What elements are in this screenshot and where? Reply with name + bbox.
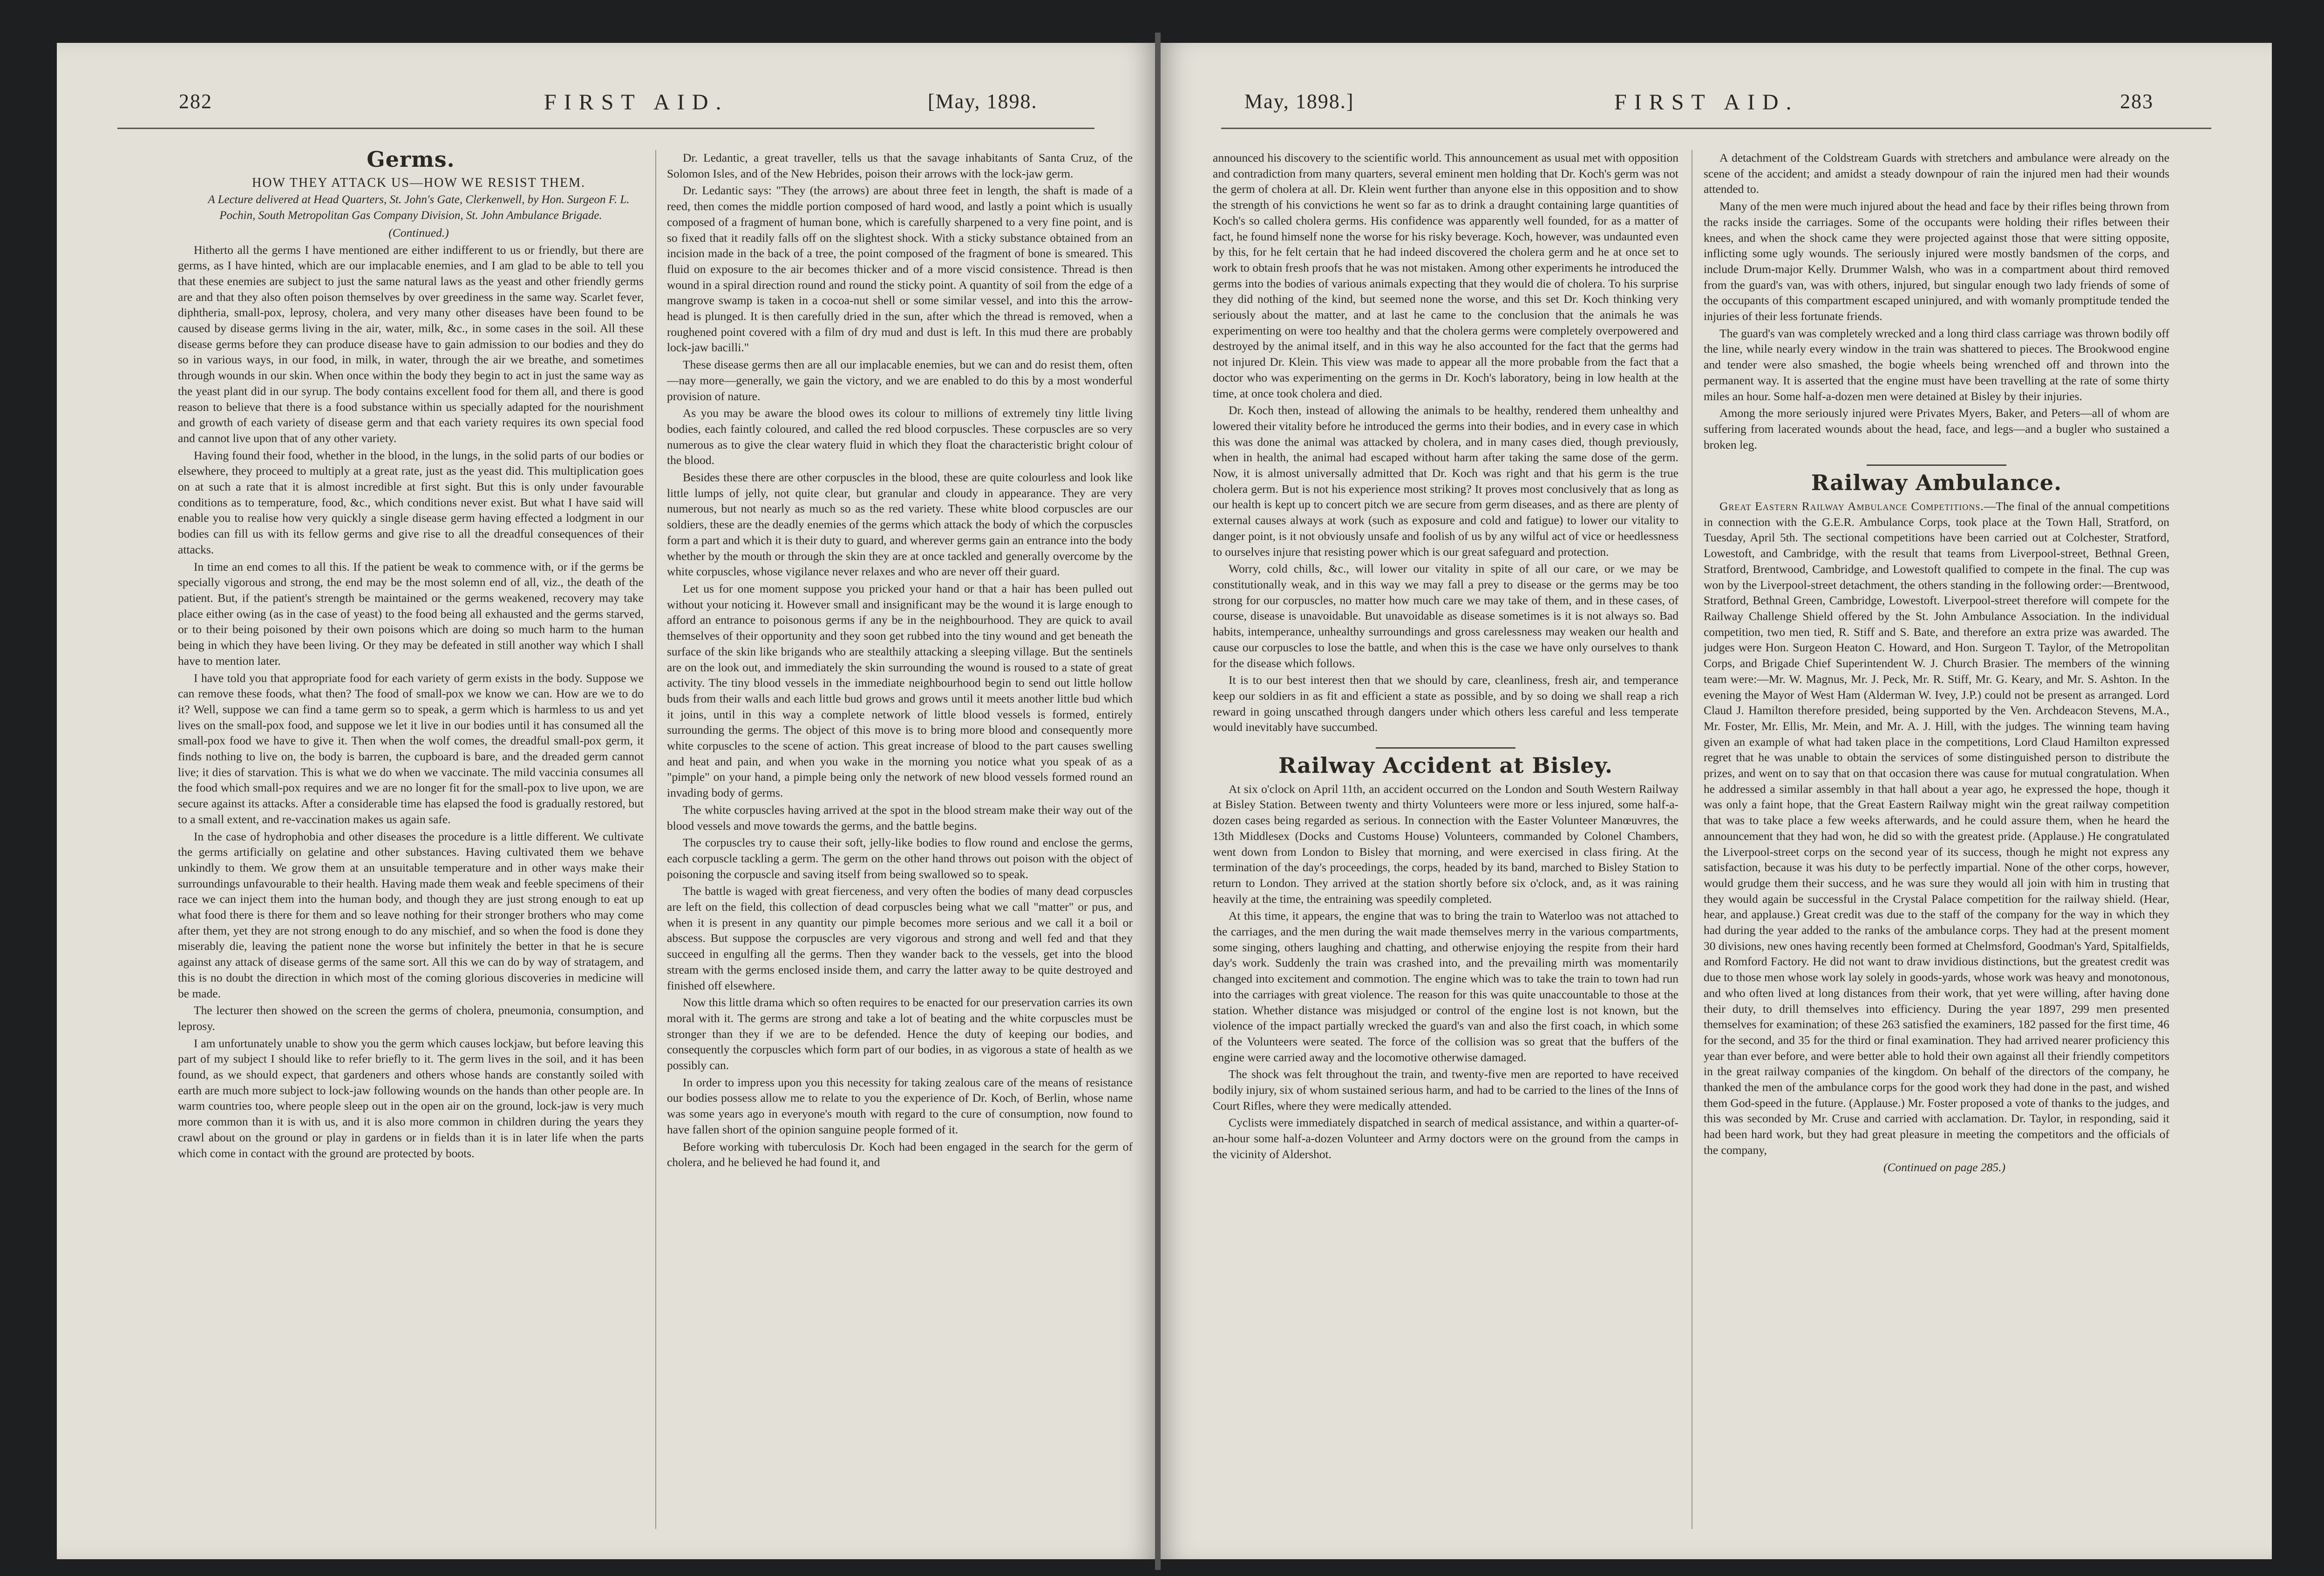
left-page: [57, 43, 1155, 1559]
accident-heading: Railway Accident at Bisley.: [1278, 753, 1613, 778]
right-column-1: [1213, 150, 1678, 1164]
paragraph: Having found their food, whether in the blood, in the lungs, in the solid parts of our bodies or elsewhere, they proceed to multiply at a great rate, just as the yeast did. This multiplication goes on at such a rate that it is almost incredible at first sight. But this is only under favourable conditions as to temperature, food, &c., which conditions never exist. But what I have said will enable you to realise how very quickly a single disease germ having effected a lodgment in our bodies can fill us with its fellow germs and give rise to all the dreadful consequences of their attacks.: [178, 448, 644, 556]
article-subheading: HOW THEY ATTACK US—HOW WE RESIST THEM.: [252, 175, 585, 190]
paragraph: It is to our best interest then that we should by care, cleanliness, fresh air, and temperance keep our soldiers in as fit and efficient a state as possible, and by so doing we shall reap a rich reward in going unscathed through dangers under which others less careful and less temperate would inevitably have succumbed.: [1213, 673, 1678, 734]
header-rule: [1221, 128, 2211, 129]
paragraph: I am unfortunately unable to show you the germ which causes lockjaw, but before leaving this part of my subject I should like to refer briefly to it. The germ lives in the soil, and it has been found, as we should expect, that gardeners and others whose hands are constantly soiled with earth are much more subject to lock-jaw following wounds on the hands than other people are. In warm countries too, where people sleep out in the open air on the ground, lock-jaw is very much more common than it is with us, and it is also more common in children during the years they crawl about on the ground or play in gardens or in fields than it is in later life when the parts which come in contact with the ground are protected by boots.: [178, 1036, 644, 1160]
ambulance-heading: Railway Ambulance.: [1811, 470, 2062, 496]
paragraph: At this time, it appears, the engine that was to bring the train to Waterloo was not attached to the carriages, and the men during the wait made themselves merry in the various compartments, some singing, others laughing and chatting, and otherwise enjoying the respite from their hard day's work. Suddenly the train was crashed into, and the prevailing mirth was momentarily changed into excitement and commotion. The engine which was to take the train to town had run into the carriages with great violence. The reason for this was quite unaccountable to those at the station. Whether distance was misjudged or control of the engine lost is not known, but the violence of the impact partially wrecked the guard's van and also the first coach, in which some of the Volunteers were seated. The force of the collision was so great that the buffers of the engine were carried away and the locomotive otherwise damaged.: [1213, 909, 1678, 1064]
paragraph: Many of the men were much injured about the head and face by their rifles being thrown from the racks inside the carriages. Some of the occupants were holding their rifles between their knees, and when the shock came they were projected against those that were sitting opposite, inflicting some ugly wounds. The seriously injured were mostly bandsmen of the corps, and include Drum-major Kelly. Drummer Walsh, who was in a compartment about third removed from the guard's van, was with others, injured, but singular enough two lady friends of some of the occupants of this compartment escaped uninjured, and with womanly promptitude tended the injuries of their less fortunate friends.: [1704, 199, 2169, 323]
left-column-1: [178, 150, 644, 1162]
paragraph: Before working with tuberculosis Dr. Koch had been engaged in the search for the germ of cholera, and he believed he had found it, and: [667, 1139, 1133, 1169]
paragraph: The lecturer then showed on the screen the germs of cholera, pneumonia, consumption, and leprosy.: [178, 1003, 644, 1033]
paragraph: In time an end comes to all this. If the patient be weak to commence with, or if the germs be specially vigorous and strong, the end may be the most solemn end of all, viz., the death of the patient. But, if the patient's strength be maintained or the germs weakened, recovery may take place either owing (as in the case of yeast) to the food being all exhausted and the germs starved, or to their being poisoned by their own poisons which are doing so much harm to the human being in which they have been living. Or they may be defeated in still another way which I shall have to mention later.: [178, 559, 644, 668]
section-separator: [1867, 464, 2006, 466]
page-header: [1161, 89, 2272, 131]
paragraph: In order to impress upon you this necessity for taking zealous care of the means of resistance our bodies possess allow me to relate to you the experience of Dr. Koch, of Berlin, whose name was some years ago in everyone's mouth with regard to the cure of consumption, now found to have fallen short of the opinion sanguine people formed of it.: [667, 1075, 1133, 1136]
continued-note: (Continued on page 285.): [1883, 1160, 2006, 1174]
paragraph: Dr. Ledantic, a great traveller, tells us that the savage inhabitants of Santa Cruz, of the Solomon Isles, and of the New Hebrides, poison their arrows with the lock-jaw germ.: [667, 151, 1133, 180]
continued-note: (Continued.): [388, 225, 449, 239]
page-number: 282: [179, 90, 212, 113]
paragraph: In the case of hydrophobia and other diseases the procedure is a little different. We cultivate the germs artificially on gelatine and other substances. Having cultivated them we behave unkindly to them. We grow them at an unsuitable temperature and in other ways make their surroundings unfavourable to their health. Having made them weak and feeble specimens of their race we can inject them into the human body, and though they are just strong enough to eat up what food there is there for them and so leave nothing for their stronger brothers who may come after them, yet they are not strong enough to do any mischief, and so when the food is done they miserably die, leaving the patient none the worse but infinitely the better in that he is secure against any attack of disease germs of the same sort. All this we can do by way of stratagem, and this is no doubt the direction in which most of the coming glorious discoveries in medicine will be made.: [178, 829, 644, 1000]
paragraph: Cyclists were immediately dispatched in search of medical assistance, and within a quarter-of-an-hour some half-a-dozen Volunteer and Army doctors were on the ground from the camps in the vicinity of Aldershot.: [1213, 1116, 1678, 1161]
right-page: [1161, 43, 2272, 1559]
page-header: [57, 89, 1155, 131]
paragraph: The corpuscles try to cause their soft, jelly-like bodies to flow round and enclose the germs, each corpuscle tackling a germ. The germ on the other hand throws out poison with the object of poisoning the corpuscle and saving itself from being swallowed so to speak.: [667, 836, 1133, 881]
paragraph: The shock was felt throughout the train, and twenty-five men are reported to have received bodily injury, six of whom sustained serious harm, and had to be carried to the lines of the Inns of Court Rifles, where they were medically attended.: [1213, 1067, 1678, 1112]
running-title: FIRST AID.: [1614, 90, 1799, 115]
article-byline: A Lecture delivered at Head Quarters, St. John's Gate, Clerkenwell, by Hon. Surgeon F. L. Pochin, South Metropolitan Gas Company Division, St. John Ambulance Brigade.: [208, 193, 630, 222]
paragraph: Worry, cold chills, &c., will lower our vitality in spite of all our care, or we may be constitutionally weak, and in this way we may fall a prey to disease or the germs may be too strong for our corpuscles, no matter how much care we may take of them, and in these cases, of course, disease is unavoidable. But unavoidable as disease sometimes is it is not always so. Bad habits, intemperance, unhealthy surroundings and gross carelessness may weaken our health and cause our corpuscles to lose the battle, and when this is the case we have only ourselves to thank for the disease which follows.: [1213, 562, 1678, 670]
paragraph: The battle is waged with great fierceness, and very often the bodies of many dead corpuscles are left on the field, this collection of dead corpuscles being what we call "matter" or pus, and when it is present in any quantity our pimple becomes more serious and we call it a boil or abscess. But suppose the corpuscles are very vigorous and strong and well fed and that they succeed in engulfing all the germs. Then they wander back to the vessels, get into the blood stream with the germs enclosed inside them, and carry the latter away to be quite destroyed and finished off elsewhere.: [667, 884, 1133, 992]
paragraph: These disease germs then are all our implacable enemies, but we can and do resist them, often—nay more—generally, we gain the victory, and we are enabled to do this by a most wonderful provision of nature.: [667, 358, 1133, 403]
paragraph: Now this little drama which so often requires to be enacted for our preservation carries its own moral with it. The germs are strong and take a lot of beating and the white corpuscles must be stronger than they if we are to be defended. Hence the duty of keeping our bodies, and consequently the corpuscles which form part of our bodies, in as vigorous a state of health as we possibly can.: [667, 996, 1133, 1072]
paragraph: Among the more seriously injured were Privates Myers, Baker, and Peters—all of whom are suffering from lacerated wounds about the head, face, and legs—and a bugler who sustained a broken leg.: [1704, 406, 2169, 451]
issue-date: [May, 1898.: [928, 90, 1038, 113]
paragraph: Dr. Ledantic says: "They (the arrows) are about three feet in length, the shaft is made of a reed, then comes the middle portion composed of hard wood, and lastly a point which is usually composed of a fragment of human bone, which is carefully sharpened to a very fine point, and is so fixed that it readily falls off on the slightest shock. With a sticky substance obtained from an incision made in the back of a tree, the point composed of the fragment of bone is smeared. This fluid on exposure to the air becomes thicker and of a more viscid consistence. Thread is then wound in a spiral direction round and round the sticky point. A quantity of soil from the edge of a mangrove swamp is taken in a cocoa-nut shell or some similar vessel, and into this the arrow-head is plunged. It is then carefully dried in the sun, after which the thread is removed, when a roughened point covered with a film of dry mud and dust is left. In this mud there are probably lock-jaw bacilli.": [667, 184, 1133, 355]
paragraph: Besides these there are other corpuscles in the blood, these are quite colourless and look like little lumps of jelly, not quite clear, but granular and cloudy in appearance. They are very numerous, but not nearly as much so as the red variety. These white blood corpuscles are our soldiers, these are the deadly enemies of the germs which attack the body of which the corpuscles form a part and which it is their duty to guard, and wherever germs gain an entrance into the body whether by the mouth or through the skin they are at once tackled and generally overcome by the white corpuscles, whose vigilance never relaxes and who are never off their guard.: [667, 471, 1133, 579]
paragraph: A detachment of the Coldstream Guards with stretchers and ambulance were already on the scene of the accident; and amidst a steady downpour of rain the injured men had their wounds attended to.: [1704, 151, 2169, 196]
paragraph: Dr. Koch then, instead of allowing the animals to be healthy, rendered them unhealthy and lowered their vitality before he introduced the germs into their bodies, and in every case in which this was done the animal was attacked by cholera, and in many cases died, though previously, when in health, the animal had escaped without harm after taking the same dose of the germ. Now, it is almost universally admitted that Dr. Koch was right and that his germ is the true cholera germ. But is not his experience most striking? It proves most conclusively that as long as our health is kept up to concert pitch we are secure from germ diseases, and as there are plenty of external causes always at work (such as exposure and cold and fatigue) to lower our vitality to danger point, is it not obviously unsafe and foolish of us by any wilful act of vice or heedlessness to ourselves injure that resisting power which is our great safeguard and protection.: [1213, 403, 1678, 559]
paragraph: Hitherto all the germs I have mentioned are either indifferent to us or friendly, but there are germs, as I have hinted, which are our implacable enemies, and I am glad to be able to tell you that these enemies are subject to just the same natural laws as the yeast and other friendly germs are and that they also often poison themselves by over greediness in the same way. Scarlet fever, diphtheria, small-pox, leprosy, cholera, and very many other diseases have been found to be caused by disease germs living in the air, water, milk, &c., in some cases in the soil. All these disease germs before they can produce disease have to gain admission to our bodies and they do so in various ways, in our food, in milk, in water, through the air we breathe, and sometimes through wounds in our skin. When once within the body they begin to act in just the same way as the yeast plant did in our syrup. The body contains excellent food for them all, and there is good reason to believe that there is a food substance within us specially adapted for the nourishment and growth of each variety of disease germ and that each variety requires its own special food and cannot live upon that of any other variety.: [178, 243, 644, 445]
lead-smallcaps: Great Eastern Railway Ambulance Competitions.: [1719, 499, 1984, 513]
page-number: 283: [2120, 90, 2154, 113]
paragraph: As you may be aware the blood owes its colour to millions of extremely tiny little living bodies, each faintly coloured, and called the red blood corpuscles. These corpuscles are so very numerous as to give the clear watery fluid in which they float the characteristic bright colour of the blood.: [667, 406, 1133, 467]
issue-date: May, 1898.]: [1244, 90, 1354, 113]
column-divider: [655, 150, 656, 1529]
right-column-2: [1704, 150, 2169, 1176]
header-rule: [117, 128, 1094, 129]
paragraph: The white corpuscles having arrived at the spot in the blood stream make their way out of the blood vessels and move towards the germs, and the battle begins.: [667, 803, 1133, 832]
article-heading: Germs.: [367, 150, 455, 172]
paragraph-body: —The final of the annual competitions in connection with the G.E.R. Ambulance Corps, took place at the Town Hall, Stratford, on Tuesday, April 5th. The sectional competitions have been carried out at Colchester, Stratford, Lowestoft, and Cambridge, with the result that teams from Liverpool-street, Bethnal Green, Stratford, Brentwood, Cambridge, and Lowestoft qualified to compete in the final. The cup was won by the Liverpool-street detachment, the others standing in the following order:—Brentwood, Stratford, Bethnal Green, Cambridge, Lowestoft. Liverpool-street therefore will compete for the Railway Challenge Shield offered by the St. John Ambulance Association. In the individual competition, two men tied, R. Stiff and S. Bate, and therefore an extra prize was awarded. The judges were Hon. Surgeon Heaton C. Howard, and Hon. Surgeon T. Taylor, of the Metropolitan Corps, and Brigade Chief Superintendent W. J. Church Brasier. The members of the winning team were:—Mr. W. Magnus, Mr. J. Peck, Mr. R. Stiff, Mr. G. Keary, and Mr. S. Ashton. In the evening the Mayor of West Ham (Alderman W. Ivey, J.P.) could not be present as arranged. Lord Claud J. Hamilton therefore presided, being supported by the Ven. Archdeacon Stevens, M.A., Mr. Foster, Mr. Ellis, Mr. Mein, and Mr. A. J. Hill, with the judges. The winning team having given an example of what had taken place in the competitions, Lord Claud Hamilton expressed regret that he was unable to obtain the services of some distinguished person to distribute the prizes, and went on to say that on that occasion there was cause for mutual congratulation. When he addressed a similar assembly in that hall about a year ago, he expressed the hope, though it was only a faint hope, that the Great Eastern Railway might win the great railway competition that was to take place a few weeks afterwards, and he could assure them, when he heard the announcement that they had won, he did so with the greatest pride. (Applause.) He congratulated the Liverpool-street corps on the second year of its success, though he might not express any satisfaction, because it was his duty to be perfectly impartial. None of the other corps, however, would grudge them their success, and he was sure they would all join with him in trusting that they would again be successful in the Crystal Palace competition for the railway shield. (Hear, hear, and applause.) Great credit was due to the staff of the company for the way in which they had during the year added to the ranks of the ambulance corps. They had at the present moment 30 divisions, new ones having recently been formed at Chelmsford, Goodman's Yard, Spitalfields, and Romford Factory. He did not want to draw invidious distinctions, but the greatest credit was due to those men whose work lay solely in goods-yards, whose work was heavy and monotonous, and who often lived at long distances from their work, that yet were willing, after having done their duty, to drill themselves into efficiency. During the year 1897, 299 men presented themselves for examination; of these 263 satisfied the examiners, 182 passed for the first time, 46 for the second, and 35 for the third or final examination. They had arrived nearer proficiency this year than ever before, and were better able to hold their own against all their friendly competitors in the great railway companies of the kingdom. On behalf of the directors of the company, he thanked the men of the ambulance corps for the good work they had done in the past, and wished them God-speed in the future. (Applause.) Mr. Foster proposed a vote of thanks to the judges, and this was seconded by Mr. Cruse and carried with acclamation. Dr. Taylor, in responding, said it had been hard work, but they had great pleasure in meeting the competitors and the officials of the company,: [1704, 499, 2169, 1157]
paragraph: Let us for one moment suppose you pricked your hand or that a hair has been pulled out without your noticing it. However small and insignificant may be the wound it is large enough to afford an entrance to poisonous germs if any be in the neighbourhood. They are quick to avail themselves of their opportunity and they soon get rubbed into the tiny wound and get beneath the surface of the skin like brigands who are stealthily attacking a sleeping village. But the sentinels are on the look out, and immediately the skin surrounding the wound is roused to a state of great activity. The tiny blood vessels in the immediate neighbourhood begin to send out little hollow buds from their walls and each little bud grows and grows until it meets another little bud which it joins, until in this way a complete network of little blood vessels is formed, entirely surrounding the germs. The object of this move is to bring more blood and consequently more white corpuscles to the scene of action. This great increase of blood to the part causes swelling and heat and pain, and when you wake in the morning you notice what you speak of as a "pimple" on your hand, a pimple being only the network of new blood vessels formed round an invading body of germs.: [667, 581, 1133, 800]
section-separator: [1376, 747, 1515, 749]
left-column-2: [667, 150, 1133, 1172]
paragraph: The guard's van was completely wrecked and a long third class carriage was thrown bodily off the line, while nearly every window in the train was shattered to pieces. The Brookwood engine and tender were also smashed, the bogie wheels being wrenched off and thrown into the permanent way. It is asserted that the engine must have been travelling at the rate of some thirty miles an hour. Some half-a-dozen men were detained at Bisley by their injuries.: [1704, 326, 2169, 403]
running-title: FIRST AID.: [544, 90, 729, 115]
paragraph: [1704, 498, 2169, 1158]
paragraph: At six o'clock on April 11th, an accident occurred on the London and South Western Railway at Bisley Station. Between twenty and thirty Volunteers were more or less injured, some half-a-dozen cases being regarded as serious. In connection with the Easter Volunteer Manœuvres, the 13th Middlesex (Docks and Customs House) Volunteers, commanded by Colonel Chambers, went down from London to Bisley that morning, and were exercised in class firing. At the termination of the day's proceedings, the corps, headed by its band, marched to Bisley Station to return to London. They arrived at the station shortly before six o'clock, and, as it was raining heavily at the time, the entraining was speedily completed.: [1213, 782, 1678, 906]
paragraph: announced his discovery to the scientific world. This announcement as usual met with opposition and contradiction from many quarters, several eminent men holding that Dr. Koch's germ was not the germ of cholera at all. Dr. Klein went further than anyone else in this opposition and to show the strength of his convictions he went so far as to drink a draught containing large quantities of Koch's so called cholera germs. His confidence was apparently well founded, for as a matter of fact, he found himself none the worse for his risky beverage. Koch, however, was undaunted even by this, for he felt certain that he had indeed discovered the cholera germ and he at once set to work to obtain fresh proofs that he was not mistaken. Among other experiments he introduced the germs into the bodies of various animals expecting that they would die of cholera. To his surprise they did nothing of the kind, but seemed none the worse, and this set Dr. Koch thinking very seriously about the matter, and at last he came to the conclusion that the animals he was experimenting on were too healthy and that the cholera germs were completely overpowered and destroyed by the animal itself, and in this way he also accounted for the fact that the germs had not injured Dr. Klein. This view was made to appear all the more probable from the fact that a doctor who was experimenting on the germs in Dr. Koch's laboratory, being in low health at the time, at once took cholera and died.: [1213, 151, 1678, 400]
book-spine: [1155, 33, 1161, 1570]
paragraph: I have told you that appropriate food for each variety of germ exists in the body. Suppose we can remove these foods, what then? The food of small-pox we know we can. How are we to do it? Well, suppose we can find a tame germ so to speak, a germ which is harmless to us and yet lives on the small-pox food, and suppose we let it live in our bodies until it has consumed all the small-pox food we have to give it. Then when the wolf comes, the dreadful small-pox germ, it finds nothing to live on, the body is barren, the cupboard is bare, and the dreaded germ cannot live; it dies of starvation. This is what we do when we vaccinate. The mild vaccinia consumes all the food which small-pox requires and we are no longer fit for the small-pox to live upon, we are secure against its attacks. After a considerable time has elapsed the food is gradually restored, but to a small extent, and re-vaccination makes us again safe.: [178, 671, 644, 826]
